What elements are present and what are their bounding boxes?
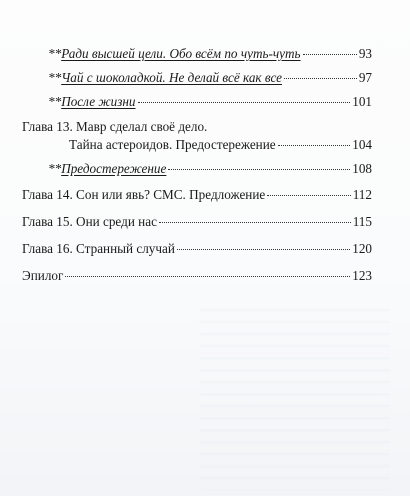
toc-title: Глава 16. Странный случай <box>22 240 175 256</box>
dot-leader <box>284 78 357 79</box>
toc-page-number: 123 <box>352 267 372 283</box>
dot-leader <box>159 222 351 223</box>
toc-page-number: 115 <box>352 213 372 229</box>
toc-title: Предостережение <box>61 161 167 177</box>
toc-entry <box>22 214 372 230</box>
toc-page-number: 93 <box>358 46 372 61</box>
dot-leader <box>168 169 350 170</box>
toc-entry <box>22 137 372 153</box>
toc-title: Глава 15. Они среди нас <box>22 213 157 229</box>
toc-page-number: 108 <box>352 161 372 177</box>
dot-leader <box>177 249 350 250</box>
toc-page-number: 97 <box>358 69 372 85</box>
toc-entry <box>22 70 372 86</box>
toc-entry <box>22 241 372 257</box>
toc-entry <box>22 268 372 284</box>
toc-prefix: ** <box>48 46 62 61</box>
toc-page-number: 120 <box>352 240 372 256</box>
toc-page-number: 101 <box>352 93 372 109</box>
toc-entry <box>22 161 372 177</box>
toc-title: Тайна астероидов. Предостережение <box>69 137 276 153</box>
dot-leader <box>278 145 351 146</box>
toc-title: После жизни <box>61 93 136 109</box>
toc-title: Глава 14. Сон или явь? СМС. Предложение <box>22 187 266 203</box>
toc-entry <box>22 94 372 110</box>
dot-leader <box>138 102 351 103</box>
dot-leader <box>65 276 350 277</box>
toc-entry <box>22 46 372 62</box>
toc-page-number: 104 <box>352 137 372 153</box>
dot-leader <box>303 54 357 55</box>
toc-title: Ради высшей цели. Обо всём по чуть-чуть <box>61 46 301 61</box>
toc-prefix: ** <box>48 161 62 177</box>
table-of-contents <box>22 40 372 283</box>
toc-prefix: ** <box>48 69 62 85</box>
dot-leader <box>267 195 350 196</box>
toc-page-number: 112 <box>352 187 372 203</box>
toc-entry <box>22 187 372 203</box>
toc-title: Чай с шоколадкой. Не делай всё как все <box>61 69 282 85</box>
toc-chapter-heading: Глава 13. Мавр сделал своё дело. <box>22 118 208 134</box>
toc-title: Эпилог <box>22 267 64 283</box>
toc-prefix: ** <box>48 93 62 109</box>
show-through-texture <box>200 300 390 490</box>
